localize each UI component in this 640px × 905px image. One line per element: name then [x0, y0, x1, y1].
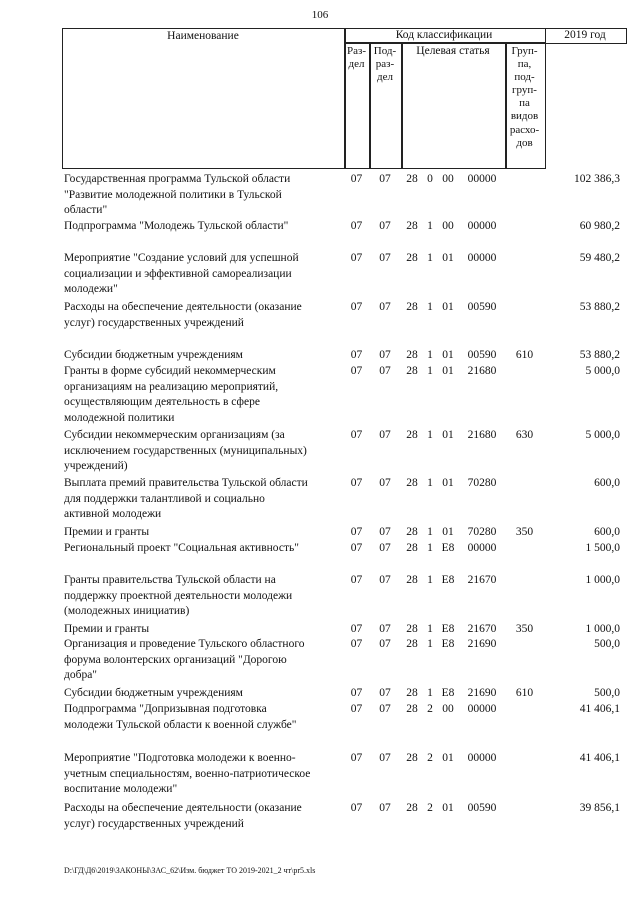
row-target-event: E8 — [441, 638, 455, 650]
header-name: Наименование — [167, 30, 239, 42]
row-name: Расходы на обеспечение деятельности (оказание услуг) государственных учреждений — [64, 802, 302, 830]
row-amount: 53 880,2 — [579, 301, 620, 313]
row-amount: 500,0 — [594, 638, 620, 650]
row-target-subprogram: 1 — [427, 574, 433, 586]
row-razdel: 07 — [350, 574, 363, 586]
row-target-direction: 21680 — [467, 365, 497, 377]
row-name: Гранты в форме субсидий некоммерческим организациям на реализацию мероприятий, осуществляющим деятельность в сфере молодежной политики — [64, 365, 279, 425]
row-name: Премии и гранты — [64, 623, 150, 635]
row-target-subprogram: 1 — [427, 301, 433, 313]
row-target-program: 28 — [406, 252, 418, 264]
row-target-event: 01 — [442, 365, 454, 377]
header-name-cell — [62, 28, 346, 169]
row-razdel: 07 — [350, 349, 363, 361]
row-amount: 59 480,2 — [579, 252, 620, 264]
row-target-event: E8 — [441, 542, 455, 554]
row-target-event: 00 — [442, 220, 454, 232]
row-podrazdel: 07 — [379, 220, 391, 232]
row-target-direction: 00000 — [467, 752, 497, 764]
row-target-direction: 00590 — [467, 349, 497, 361]
row-podrazdel: 07 — [379, 687, 391, 699]
row-razdel: 07 — [350, 477, 363, 489]
row-target-program: 28 — [406, 703, 418, 715]
row-name: Государственная программа Тульской области "Развитие молодежной политики в Тульской области" — [64, 173, 291, 217]
row-group: 610 — [515, 349, 534, 361]
row-razdel: 07 — [350, 365, 363, 377]
header-razdel: Раз- дел — [346, 45, 366, 71]
row-target-direction: 00000 — [467, 252, 497, 264]
row-podrazdel: 07 — [379, 542, 391, 554]
row-name: Мероприятие "Подготовка молодежи к военно- учетным специальностям, военно-патриотическое воспитание молодежи" — [64, 752, 311, 796]
row-target-program: 28 — [406, 623, 418, 635]
row-target-event: 01 — [442, 349, 454, 361]
row-razdel: 07 — [350, 429, 363, 441]
row-podrazdel: 07 — [379, 638, 391, 650]
row-razdel: 07 — [350, 542, 363, 554]
row-target-program: 28 — [406, 220, 418, 232]
row-razdel: 07 — [350, 252, 363, 264]
row-target-program: 28 — [406, 752, 418, 764]
row-razdel: 07 — [350, 173, 363, 185]
row-target-direction: 21690 — [467, 687, 497, 699]
row-amount: 102 386,3 — [574, 173, 620, 185]
row-podrazdel: 07 — [379, 301, 391, 313]
row-target-direction: 00590 — [467, 802, 497, 814]
row-amount: 600,0 — [594, 477, 620, 489]
page-number: 106 — [311, 9, 329, 21]
row-target-direction: 00590 — [467, 301, 497, 313]
row-target-direction: 21680 — [467, 429, 497, 441]
row-podrazdel: 07 — [379, 703, 391, 715]
row-podrazdel: 07 — [379, 173, 391, 185]
row-target-program: 28 — [406, 365, 418, 377]
row-target-event: 01 — [442, 526, 454, 538]
row-group: 610 — [515, 687, 534, 699]
row-razdel: 07 — [350, 802, 363, 814]
row-razdel: 07 — [350, 703, 363, 715]
row-name: Расходы на обеспечение деятельности (оказание услуг) государственных учреждений — [64, 301, 302, 329]
header-target: Целевая статья — [416, 45, 490, 57]
row-target-event: 01 — [442, 477, 454, 489]
row-target-event: E8 — [441, 623, 455, 635]
row-razdel: 07 — [350, 301, 363, 313]
row-target-event: E8 — [441, 574, 455, 586]
row-target-program: 28 — [406, 542, 418, 554]
row-target-subprogram: 1 — [427, 349, 433, 361]
row-target-subprogram: 0 — [427, 173, 433, 185]
row-target-direction: 00000 — [467, 703, 497, 715]
row-podrazdel: 07 — [379, 429, 391, 441]
row-target-event: 01 — [442, 252, 454, 264]
row-target-program: 28 — [406, 429, 418, 441]
row-name: Региональный проект "Социальная активность" — [64, 542, 299, 554]
row-amount: 1 000,0 — [585, 623, 620, 635]
row-target-event: 00 — [442, 703, 454, 715]
row-target-subprogram: 1 — [427, 526, 433, 538]
row-group: 350 — [515, 526, 534, 538]
row-amount: 600,0 — [594, 526, 620, 538]
row-target-program: 28 — [406, 526, 418, 538]
row-target-subprogram: 2 — [427, 703, 433, 715]
row-target-event: 00 — [442, 173, 454, 185]
row-target-event: 01 — [442, 301, 454, 313]
row-target-program: 28 — [406, 638, 418, 650]
row-podrazdel: 07 — [379, 365, 391, 377]
row-podrazdel: 07 — [379, 252, 391, 264]
row-target-subprogram: 1 — [427, 542, 433, 554]
row-target-program: 28 — [406, 574, 418, 586]
row-razdel: 07 — [350, 752, 363, 764]
row-podrazdel: 07 — [379, 752, 391, 764]
row-razdel: 07 — [350, 687, 363, 699]
row-group: 630 — [515, 429, 534, 441]
row-target-program: 28 — [406, 173, 418, 185]
row-podrazdel: 07 — [379, 526, 391, 538]
row-name: Субсидии бюджетным учреждениям — [64, 687, 243, 699]
row-name: Субсидии бюджетным учреждениям — [64, 349, 243, 361]
row-podrazdel: 07 — [379, 477, 391, 489]
row-target-event: 01 — [442, 429, 454, 441]
row-target-program: 28 — [406, 349, 418, 361]
row-razdel: 07 — [350, 526, 363, 538]
header-group: Груп- па, под- груп- па видов расхо- дов — [509, 45, 540, 149]
row-target-direction: 70280 — [467, 526, 497, 538]
row-amount: 1 500,0 — [585, 542, 620, 554]
row-target-event: E8 — [441, 687, 455, 699]
row-name: Выплата премий правительства Тульской области для поддержки талантливой и социально активной молодежи — [64, 477, 308, 521]
row-name: Подпрограмма "Молодежь Тульской области" — [64, 220, 289, 232]
row-target-subprogram: 1 — [427, 623, 433, 635]
row-amount: 1 000,0 — [585, 574, 620, 586]
file-path-footer: D:\ГД\Д6\2019\ЗАКОНЫ\ЗАС_62\Изм. бюджет ТО 2019-2021_2 чт\pr5.xls — [64, 866, 316, 875]
row-podrazdel: 07 — [379, 349, 391, 361]
row-target-program: 28 — [406, 802, 418, 814]
row-podrazdel: 07 — [379, 574, 391, 586]
row-name: Организация и проведение Тульского областного форума волонтерских организаций "Дорогою добра" — [64, 638, 305, 682]
row-target-subprogram: 2 — [427, 802, 433, 814]
row-target-subprogram: 2 — [427, 752, 433, 764]
row-amount: 41 406,1 — [579, 752, 620, 764]
header-target-cell — [401, 42, 507, 169]
header-code: Код классификации — [395, 29, 493, 41]
row-target-event: 01 — [442, 752, 454, 764]
row-target-direction: 21670 — [467, 574, 497, 586]
row-target-direction: 21670 — [467, 623, 497, 635]
row-amount: 5 000,0 — [585, 429, 620, 441]
row-amount: 39 856,1 — [579, 802, 620, 814]
row-target-subprogram: 1 — [427, 252, 433, 264]
row-amount: 500,0 — [594, 687, 620, 699]
row-amount: 53 880,2 — [579, 349, 620, 361]
row-name: Субсидии некоммерческим организациям (за исключением государственных (муниципальных) учреждений) — [64, 429, 307, 473]
row-target-program: 28 — [406, 301, 418, 313]
row-razdel: 07 — [350, 638, 363, 650]
row-target-direction: 70280 — [467, 477, 497, 489]
row-name: Мероприятие "Создание условий для успешной социализации и эффективной самореализации молодежи" — [64, 252, 299, 296]
row-target-direction: 00000 — [467, 173, 497, 185]
row-target-subprogram: 1 — [427, 687, 433, 699]
row-group: 350 — [515, 623, 534, 635]
row-target-subprogram: 1 — [427, 365, 433, 377]
row-name: Премии и гранты — [64, 526, 150, 538]
row-name: Гранты правительства Тульской области на поддержку проектной деятельности молодежи (молодежных инициатив) — [64, 574, 293, 618]
row-target-program: 28 — [406, 477, 418, 489]
header-year: 2019 год — [564, 29, 606, 41]
row-razdel: 07 — [350, 623, 363, 635]
row-target-subprogram: 1 — [427, 638, 433, 650]
row-podrazdel: 07 — [379, 623, 391, 635]
header-podrazdel: Под- раз- дел — [373, 45, 397, 84]
row-amount: 5 000,0 — [585, 365, 620, 377]
row-target-direction: 21690 — [467, 638, 497, 650]
row-razdel: 07 — [350, 220, 363, 232]
row-name: Подпрограмма "Допризывная подготовка молодежи Тульской области к военной службе" — [64, 703, 297, 731]
row-target-program: 28 — [406, 687, 418, 699]
row-target-subprogram: 1 — [427, 477, 433, 489]
row-amount: 41 406,1 — [579, 703, 620, 715]
row-target-subprogram: 1 — [427, 220, 433, 232]
row-target-event: 01 — [442, 802, 454, 814]
row-target-direction: 00000 — [467, 542, 497, 554]
row-podrazdel: 07 — [379, 802, 391, 814]
row-target-direction: 00000 — [467, 220, 497, 232]
row-target-subprogram: 1 — [427, 429, 433, 441]
row-amount: 60 980,2 — [579, 220, 620, 232]
